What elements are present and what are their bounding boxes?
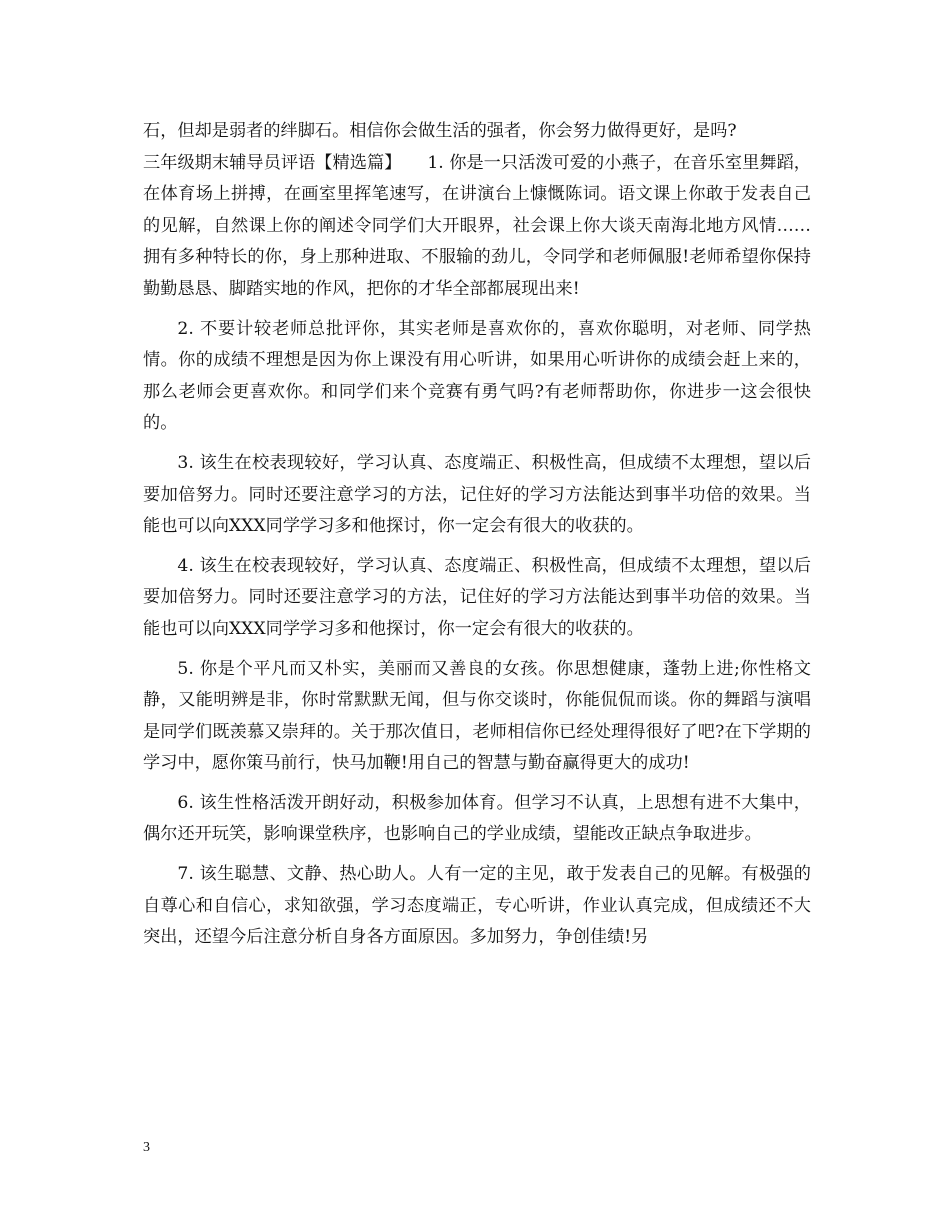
page-number: 3 bbox=[143, 1140, 150, 1155]
paragraph-5: 5. 你是个平凡而又朴实，美丽而又善良的女孩。你思想健康，蓬勃上进;你性格文静，又能明辨是非，你时常默默无闻，但与你交谈时，你能侃侃而谈。你的舞蹈与演唱是同学们既羡慕又崇拜的。关于那次值日，老师相信你已经处理得很好了吧?在下学期的学习中，愿你策马前行，快马加鞭!用自己的智慧与勤奋赢得更大的成功! bbox=[143, 658, 811, 774]
paragraph-6: 6. 该生性格活泼开朗好动，积极参加体育。但学习不认真，上思想有进不大集中，偶尔还开玩笑，影响课堂秩序，也影响自己的学业成绩，望能改正缺点争取进步。 bbox=[143, 792, 811, 845]
document-body bbox=[143, 116, 811, 954]
heading-paragraph bbox=[143, 148, 811, 306]
paragraph-3: 3. 该生在校表现较好，学习认真、态度端正、积极性高，但成绩不太理想，望以后要加倍努力。同时还要注意学习的方法，记住好的学习方法能达到事半功倍的效果。当能也可以向XXX同学学习多和他探讨，你一定会有很大的收获的。 bbox=[143, 452, 811, 537]
paragraph-7: 7. 该生聪慧、文静、热心助人。人有一定的主见，敢于发表自己的见解。有极强的自尊心和自信心，求知欲强，学习态度端正，专心听讲，作业认真完成，但成绩还不大突出，还望今后注意分析自身各方面原因。多加努力，争创佳绩!另 bbox=[143, 864, 811, 948]
paragraph-4: 4. 该生在校表现较好，学习认真、态度端正、积极性高，但成绩不太理想，望以后要加倍努力。同时还要注意学习的方法，记住好的学习方法能达到事半功倍的效果。当能也可以向XXX同学学习多和他探讨，你一定会有很大的收获的。 bbox=[143, 555, 811, 639]
paragraph-2: 2. 不要计较老师总批评你，其实老师是喜欢你的，喜欢你聪明，对老师、同学热情。你的成绩不理想是因为你上课没有用心听讲，如果用心听讲你的成绩会赶上来的，那么老师会更喜欢你。和同学们来个竞赛有勇气吗?有老师帮助你，你进步一这会很快的。 bbox=[143, 318, 811, 434]
continued-text: 石，但却是弱者的绊脚石。相信你会做生活的强者，你会努力做得更好，是吗? bbox=[143, 121, 737, 141]
section-heading: 三年级期末辅导员评语【精选篇】 bbox=[143, 152, 393, 173]
heading-gap bbox=[393, 153, 427, 173]
lead-line bbox=[143, 116, 811, 148]
paragraph-1: 1. 你是一只活泼可爱的小燕子，在音乐室里舞蹈，在体育场上拼搏，在画室里挥笔速写，在讲演台上慷慨陈词。语文课上你敢于发表自己的见解，自然课上你的阐述令同学们大开眼界，社会课上你大谈天南海北地方风情……拥有多种特长的你，身上那种进取、不服输的劲儿，令同学和老师佩服!老师希望你保持勤勤恳恳、脚踏实地的作风，把你的才华全部都展现出来! bbox=[143, 152, 811, 299]
